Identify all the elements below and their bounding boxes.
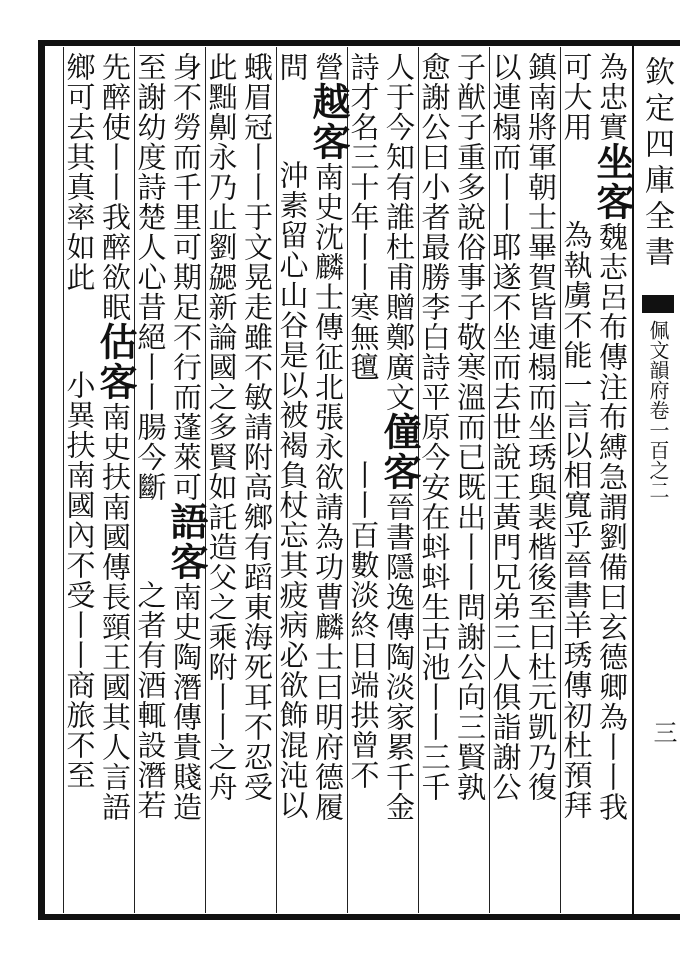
column-text: 南史扶南國傳長頸王國其人言語 [98,402,132,822]
headword: 坐客 [590,142,635,222]
column-text: 詩才名三十年丨丨寒無氊 [346,52,381,382]
text-column [133,52,171,905]
column-text: 丨丨百數淡終日端拱曾不 [346,460,381,790]
column-text: 南史沈麟士傳征北張永欲請為功曹麟士曰明府德履 [311,162,345,822]
text-column [417,52,455,905]
column-text: 晉書隱逸傳陶淡家累千金 [382,492,416,822]
headword: 僮客 [377,412,422,492]
column-text: 沖素留心山谷是以被褐負杖忘其疲病必欲飾混沌以 [275,160,310,820]
text-column [590,52,635,905]
text-column [93,52,138,905]
column-text: 鎮南將軍朝士畢賀皆連榻而坐琇與裴楷後至曰杜元凱乃復 [524,52,558,802]
column-text: 身不勞而千里可期足不行而蓬萊可 [169,52,203,502]
fish-tail-mark [642,295,674,313]
headword: 估客 [93,322,138,402]
column-text: 營 [311,52,345,82]
column-text: 鄉可去其真率如此 [62,52,97,292]
column-text: 魏志呂布傳注布縛急謂劉備曰玄德卿為丨丨我 [595,222,629,822]
text-column [164,52,209,905]
text-column [524,52,561,905]
text-column [453,52,490,905]
column-text: 先醉使丨丨我醉欲眠 [98,52,132,322]
text-column [377,52,422,905]
text-column [275,52,313,905]
column-text: 此黜劓永乃止劉勰新論國之多賢如託造父之乘附丨丨之舟 [204,52,239,802]
text-column [488,52,526,905]
column-text: 問 [275,52,310,82]
column-text: 為忠實 [595,52,629,142]
column-text: 子猷子重多說俗事子敬寒溫而已既出丨丨問謝公向三賢孰 [453,52,487,802]
column-text: 可大用 [559,52,594,142]
volume-subtitle: 佩文韻府卷一百之二 [646,320,670,500]
text-column [62,52,100,905]
headword: 越客 [306,82,351,162]
text-column [240,52,277,905]
text-column [346,52,384,905]
column-text: 蛾眉冠丨丨于文晃走雖不敏請附高鄉有蹈東海死耳不忍受 [240,52,274,802]
column-text: 之者有酒輒設潛若 [133,580,168,820]
column-text: 以連榻而丨丨耶遂不坐而去世說王黃門兄弟三人俱詣謝公 [488,52,523,802]
text-column [559,52,597,905]
page-number: 三 [649,720,677,744]
column-text: 至謝幼度詩楚人心昔絕丨丨腸今斷 [133,52,168,502]
headword: 語客 [164,502,209,582]
text-column [204,52,242,905]
book-title: 欽定四庫全書 [639,56,674,272]
column-text: 為執虜不能一言以相寬乎晉書羊琇傳初杜預拜 [559,220,594,820]
column-text: 小異扶南國內不受丨丨商旅不至 [62,370,97,790]
column-text: 愈謝公曰小者最勝李白詩平原今安在蚪蚪生古池丨丨三千 [417,52,452,802]
column-text: 南史陶潛傳貴賤造 [169,582,203,822]
column-text: 人于今知有誰杜甫贈鄭廣文 [382,52,416,412]
text-column [306,52,351,905]
